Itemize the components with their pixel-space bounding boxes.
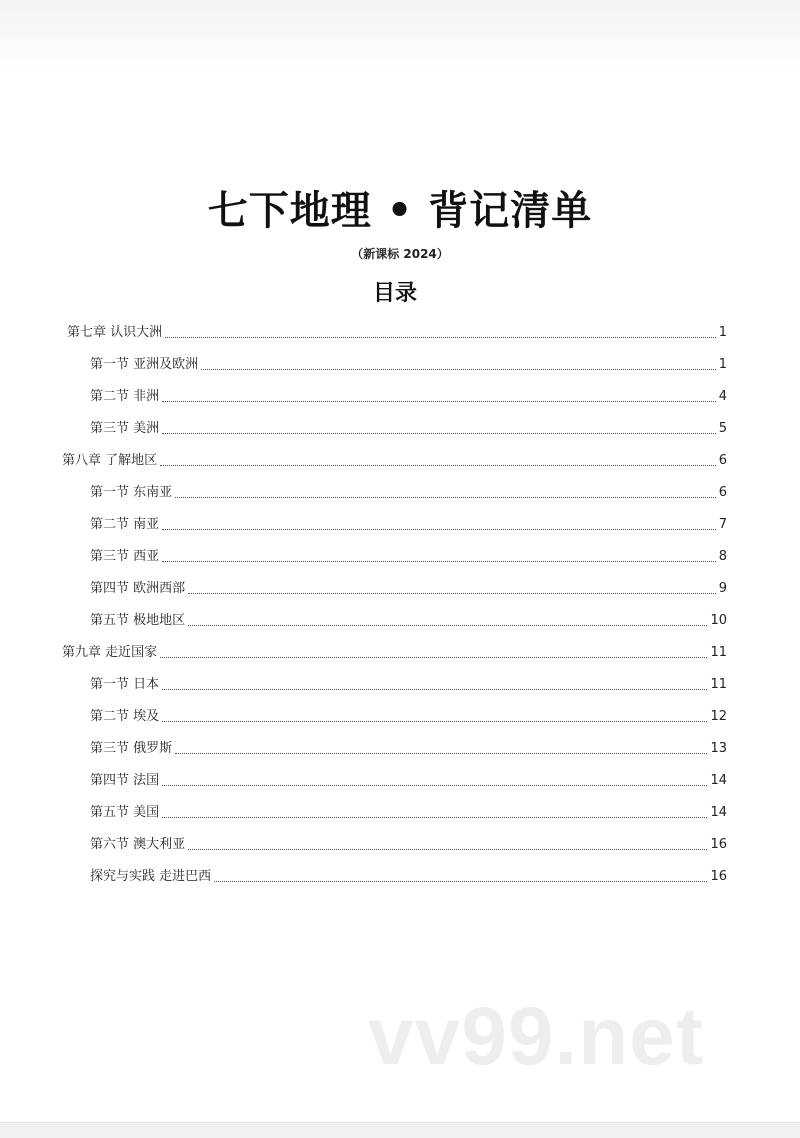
toc-dot-leader bbox=[188, 849, 707, 850]
toc-entry-page: 11 bbox=[710, 645, 727, 660]
toc-entry-label: 第一节 日本 bbox=[90, 677, 160, 692]
toc-entry-page: 1 bbox=[718, 325, 727, 340]
toc-dot-leader bbox=[162, 529, 716, 530]
toc-dot-leader bbox=[188, 625, 707, 626]
toc-entry[interactable] bbox=[90, 767, 727, 789]
toc-entry-page: 14 bbox=[710, 805, 727, 820]
toc-entry-label: 第一节 东南亚 bbox=[90, 485, 173, 500]
toc-entry[interactable] bbox=[90, 479, 727, 501]
toc-entry-page: 1 bbox=[718, 357, 727, 372]
toc-entry[interactable] bbox=[90, 735, 727, 757]
toc-dot-leader bbox=[162, 401, 716, 402]
page-bottom-edge bbox=[0, 1122, 800, 1138]
toc-entry-page: 6 bbox=[718, 453, 727, 468]
toc-entry-label: 第八章 了解地区 bbox=[62, 453, 158, 468]
toc-entry-label: 第三节 俄罗斯 bbox=[90, 741, 173, 756]
toc-entry-page: 5 bbox=[718, 421, 727, 436]
toc-dot-leader bbox=[201, 369, 716, 370]
toc-entry[interactable] bbox=[90, 415, 727, 437]
toc-entry-page: 11 bbox=[710, 677, 727, 692]
toc-dot-leader bbox=[160, 465, 716, 466]
toc-entry[interactable] bbox=[90, 383, 727, 405]
toc-entry-page: 14 bbox=[710, 773, 727, 788]
toc-entry[interactable] bbox=[62, 639, 727, 661]
toc-entry[interactable] bbox=[90, 543, 727, 565]
toc-entry-label: 探究与实践 走进巴西 bbox=[90, 869, 212, 884]
toc-entry[interactable] bbox=[90, 575, 727, 597]
toc-entry-page: 16 bbox=[710, 837, 727, 852]
toc-entry-label: 第五节 极地地区 bbox=[90, 613, 186, 628]
toc-entry[interactable] bbox=[90, 831, 727, 853]
toc-entry[interactable] bbox=[90, 511, 727, 533]
toc-heading: 目录 bbox=[372, 281, 417, 306]
toc-entry[interactable] bbox=[67, 319, 727, 341]
toc-entry-page: 8 bbox=[718, 549, 727, 564]
document-subtitle: （新课标 2024） bbox=[351, 247, 449, 261]
toc-entry-label: 第一节 亚洲及欧洲 bbox=[90, 357, 199, 372]
toc-entry[interactable] bbox=[90, 863, 727, 885]
toc-entry-page: 7 bbox=[718, 517, 727, 532]
toc-entry-label: 第三节 西亚 bbox=[90, 549, 160, 564]
watermark: vv99.net bbox=[368, 991, 705, 1082]
toc-entry-page: 13 bbox=[710, 741, 727, 756]
toc-entry-page: 10 bbox=[710, 613, 727, 628]
toc-entry[interactable] bbox=[90, 671, 727, 693]
document-title: 七下地理 • 背记清单 bbox=[207, 188, 593, 234]
toc-dot-leader bbox=[175, 753, 707, 754]
toc-dot-leader bbox=[160, 657, 707, 658]
toc-entry-label: 第五节 美国 bbox=[90, 805, 160, 820]
toc-dot-leader bbox=[162, 785, 707, 786]
toc-entry-page: 9 bbox=[718, 581, 727, 596]
toc-dot-leader bbox=[165, 337, 716, 338]
toc-dot-leader bbox=[162, 561, 716, 562]
toc-entry-label: 第四节 欧洲西部 bbox=[90, 581, 186, 596]
toc-entry-label: 第二节 非洲 bbox=[90, 389, 160, 404]
toc-entry[interactable] bbox=[62, 447, 727, 469]
toc-entry-label: 第二节 南亚 bbox=[90, 517, 160, 532]
toc-entry-page: 6 bbox=[718, 485, 727, 500]
toc-dot-leader bbox=[162, 433, 716, 434]
toc-entry-page: 16 bbox=[710, 869, 727, 884]
toc-entry[interactable] bbox=[90, 607, 727, 629]
toc-entry[interactable] bbox=[90, 799, 727, 821]
toc-entry-page: 12 bbox=[710, 709, 727, 724]
toc-entry-page: 4 bbox=[718, 389, 727, 404]
toc-entry-label: 第二节 埃及 bbox=[90, 709, 160, 724]
toc-entry-label: 第四节 法国 bbox=[90, 773, 160, 788]
toc-entry-label: 第三节 美洲 bbox=[90, 421, 160, 436]
toc-entry-label: 第六节 澳大利亚 bbox=[90, 837, 186, 852]
toc-dot-leader bbox=[214, 881, 707, 882]
toc-dot-leader bbox=[162, 689, 707, 690]
toc-dot-leader bbox=[188, 593, 716, 594]
toc-entry-label: 第九章 走近国家 bbox=[62, 645, 158, 660]
toc-dot-leader bbox=[162, 817, 707, 818]
toc-entry[interactable] bbox=[90, 703, 727, 725]
toc-dot-leader bbox=[162, 721, 707, 722]
toc-entry[interactable] bbox=[90, 351, 727, 373]
toc-dot-leader bbox=[175, 497, 716, 498]
toc-entry-label: 第七章 认识大洲 bbox=[67, 325, 163, 340]
